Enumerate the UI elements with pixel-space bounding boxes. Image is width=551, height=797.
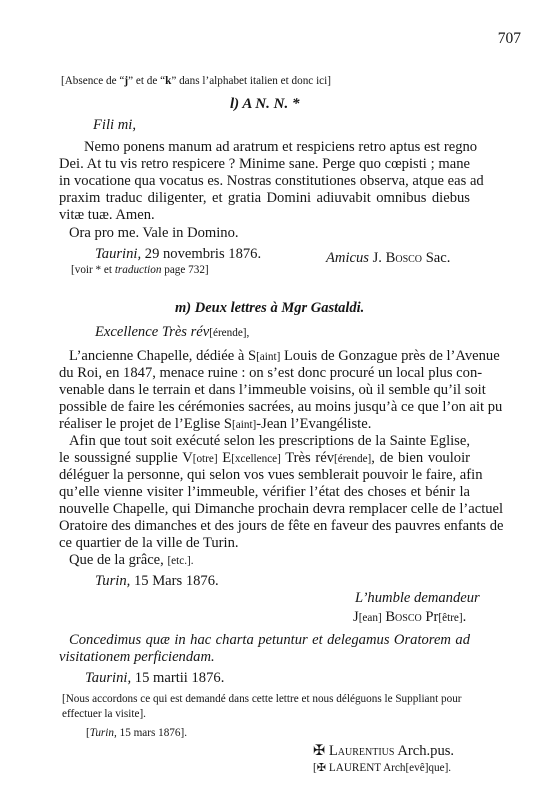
signature-amicus: Amicus J. Bosco Sac. — [326, 250, 451, 266]
date-latin-2: Taurini, 15 martii 1876. — [85, 670, 225, 686]
maltese-cross-icon: ✠ — [313, 743, 326, 759]
para2-line-4: qu’elle vienne visiter l’immeuble, vérifier l’état des choses et bénir la — [59, 484, 470, 500]
latin-line-2: Dei. At tu vis retro respicere ? Minime sane. Perge quo cœpisti ; mane — [59, 156, 470, 172]
concedimus-line-1: Concedimus quæ in hac charta petuntur et delegamus Oratorem ad — [69, 632, 470, 648]
date-french-1: Turin, 15 Mars 1876. — [95, 573, 219, 589]
para1-line-2: du Roi, en 1847, menace ruine : on s’est donc procuré un local plus con- — [59, 365, 483, 381]
para1-line-5: réaliser le projet de l’Eglise S[aint]-Jean l’Evangéliste. — [59, 416, 372, 432]
para1-line-4: possible de faire les cérémonies sacrées, au moins jusqu’à ce que l’on ait pu — [59, 399, 503, 415]
concedimus-line-2: visitationem perficiendam. — [59, 649, 215, 665]
heading-m: m) Deux lettres à Mgr Gastaldi. — [175, 300, 365, 316]
salutation-latin: Fili mi, — [93, 117, 136, 133]
latin-line-5: vitæ tuæ. Amen. — [59, 207, 155, 223]
para2-line-5: nouvelle Chapelle, qui Dimanche prochain devra remplacer celle de l’actuel — [59, 501, 504, 517]
maltese-cross-icon: ✠ — [316, 762, 327, 774]
humble-demandeur: L’humble demandeur — [355, 590, 480, 606]
heading-l: l) A N. N. * — [230, 96, 300, 112]
latin-line-1: Nemo ponens manum ad aratrum et respiciens retro aptus est regno — [84, 139, 478, 155]
editorial-note-alphabet: [Absence de “j” et de “k” dans l’alphabet italien et donc ici] — [61, 75, 331, 87]
para1-line-1: L’ancienne Chapelle, dédiée à S[aint] Louis de Gonzague près de l’Avenue — [69, 348, 500, 364]
signature-laurent: [✠ LAURENT Arch[evê]que]. — [313, 762, 452, 774]
para2-line-7: ce quartier de la ville de Turin. — [59, 535, 239, 551]
salutation-french: Excellence Très rév[érende], — [95, 324, 250, 340]
para1-line-3: venable dans le terrain et dans l’immeuble voisins, où il semble qu’il soit — [59, 382, 486, 398]
para2-line-1: Afin que tout soit exécuté selon les prescriptions de la Sainte Eglise, — [69, 433, 470, 449]
editorial-note-voir: [voir * et traduction page 732] — [71, 264, 209, 276]
editorial-note-accord-1: [Nous accordons ce qui est demandé dans cette lettre et nous déléguons le Suppliant pour — [62, 693, 462, 705]
closing-ora: Ora pro me. Vale in Domino. — [69, 225, 239, 241]
latin-line-4: praxim traduc diligenter, et gratia Domini adiuvabit omnibus diebus — [59, 190, 470, 206]
para2-line-6: Oratoire des dimanches et des jours de fête en faveur des pauvres enfants de — [59, 518, 504, 534]
para2-line-2: le soussigné supplie V[otre] E[xcellence] Très rév[érende], de bien vouloir — [59, 450, 470, 466]
editorial-note-accord-2: effectuer la visite]. — [62, 708, 146, 720]
closing-que: Que de la grâce, [etc.]. — [69, 552, 194, 568]
page-number: 707 — [497, 30, 521, 47]
signature-bosco: J[ean] Bosco Pr[être]. — [353, 609, 467, 625]
para2-line-3: déléguer la personne, qui selon vos vues semblerait pouvoir le faire, afin — [59, 467, 483, 483]
latin-line-3: in vocatione qua vocatus es. Nostras constitutiones observa, atque eas ad — [59, 173, 484, 189]
signature-laurentius: ✠ Laurentius Arch.pus. — [313, 743, 455, 759]
date-latin-1: Taurini, 29 novembris 1876. — [95, 246, 262, 262]
date-french-2: [Turin, 15 mars 1876]. — [86, 727, 188, 739]
